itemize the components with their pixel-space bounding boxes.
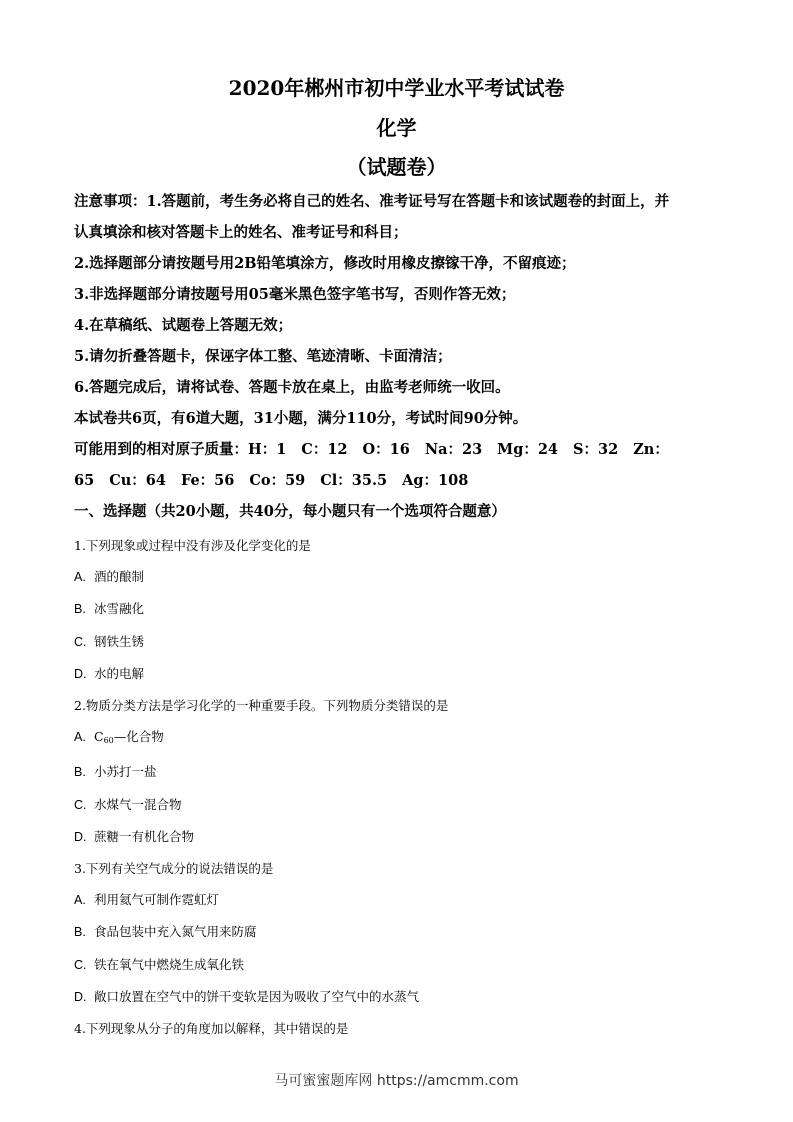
note-line: 4.在草稿纸、试题卷上答题无效； [74, 317, 293, 334]
option [74, 821, 734, 853]
option [74, 884, 734, 916]
subject-title: 化学 [376, 116, 417, 140]
atomic-mass-item: Mg：24 [497, 441, 559, 458]
atomic-mass-row-2 [74, 465, 724, 496]
option-label: C. [74, 797, 87, 812]
option-text: 冰雪融化 [94, 601, 145, 617]
option-label: D. [74, 666, 87, 681]
option [74, 721, 734, 756]
option [74, 916, 734, 948]
atomic-mass-row-1 [74, 434, 724, 465]
option-text: 水的电解 [94, 665, 145, 681]
option-text: 酒的酿制 [94, 569, 145, 585]
option [74, 658, 734, 690]
atomic-mass-item: C：12 [301, 441, 348, 458]
option-label: B. [74, 602, 86, 617]
atomic-mass-item: H：1 [248, 441, 287, 458]
instructions [74, 186, 724, 527]
option [74, 756, 734, 788]
section-heading: 一、选择题（共20小题，共40分，每小题只有一个选项符合题意） [74, 503, 506, 520]
note-line: 认真填涂和核对答题卡上的姓名、准考证号和科目； [74, 224, 408, 241]
note-line: 注意事项：1.答题前，考生务必将自己的姓名、准考证号写在答题卡和该试题卷的封面上，并 [74, 193, 670, 210]
atomic-mass-item: Fe：56 [180, 472, 235, 489]
exam-title: 2020年郴州市初中学业水平考试试卷 [228, 76, 565, 100]
option [74, 949, 734, 981]
paper-type: （试题卷） [346, 155, 447, 179]
option-label: A. [74, 570, 86, 585]
option-label: D. [74, 829, 87, 844]
option-label: B. [74, 925, 86, 940]
option-text: C [94, 729, 104, 745]
atomic-mass-item: Co：59 [249, 472, 306, 489]
atomic-mass-item: Na：23 [424, 441, 483, 458]
note-line: 本试卷共6页，有6道大题，31小题，满分110分，考试时间90分钟。 [74, 410, 528, 427]
atomic-mass-item: Cu：64 [109, 472, 166, 489]
atomic-mass-item: Ag：108 [402, 472, 469, 489]
option [74, 593, 734, 625]
option-text: 钢铁生锈 [94, 633, 145, 649]
question-stem: 4.下列现象从分子的角度加以解释，其中错误的是 [74, 1021, 349, 1037]
option-label: D. [74, 989, 87, 1004]
note-line: 6.答题完成后，请将试卷、答题卡放在桌上，由监考老师统一收回。 [74, 379, 510, 396]
question-stem: 2.物质分类方法是学习化学的一种重要手段。下列物质分类错误的是 [74, 698, 449, 714]
option-label: A. [74, 730, 86, 745]
note-line: 2.选择题部分请按题号用2B铅笔填涂方，修改时用橡皮擦镓干净，不留痕迹； [74, 255, 576, 272]
option-text: 食品包装中充入氮气用来防腐 [94, 924, 257, 940]
option-text: 水煤气一混合物 [94, 796, 182, 812]
atomic-mass-item: S：32 [573, 441, 619, 458]
questions [74, 530, 734, 1044]
subscript: 60 [103, 736, 114, 746]
option-text: 利用氦气可制作霓虹灯 [94, 892, 220, 908]
option-label: B. [74, 765, 86, 780]
option-label: C. [74, 957, 87, 972]
question-stem: 3.下列有关空气成分的说法错误的是 [74, 861, 274, 877]
option [74, 561, 734, 593]
option-label: C. [74, 634, 87, 649]
atomic-mass-item: O：16 [362, 441, 410, 458]
option-text: 敞口放置在空气中的饼干变软是因为吸收了空气中的水蒸气 [94, 988, 420, 1004]
atomic-mass-label: 可能用到的相对原子质量： [74, 441, 248, 458]
option-text: 蔗糖一有机化合物 [94, 828, 195, 844]
option-text: 铁在氧气中燃烧生成氧化铁 [94, 956, 245, 972]
question-stem: 1.下列现象或过程中没有涉及化学变化的是 [74, 538, 311, 553]
option-label: A. [74, 893, 86, 908]
atomic-mass-item: Cl：35.5 [320, 472, 388, 489]
option [74, 789, 734, 821]
option [74, 626, 734, 658]
atomic-mass-item: Zn： [633, 441, 669, 458]
option-text: 小苏打一盐 [94, 764, 157, 780]
note-line: 5.请勿折叠答题卡，保诬字体工整、笔迹清晰、卡面清洁； [74, 348, 452, 365]
option [74, 981, 734, 1013]
footer-watermark: 马可蜜蜜题库网 https://amcmm.com [274, 1073, 519, 1089]
atomic-mass-item: 65 [74, 472, 95, 489]
note-line: 3.非选择题部分请按题号用05毫米黑色签字笔书写，否则作答无效； [74, 286, 516, 303]
option-text: —化合物 [113, 729, 164, 745]
